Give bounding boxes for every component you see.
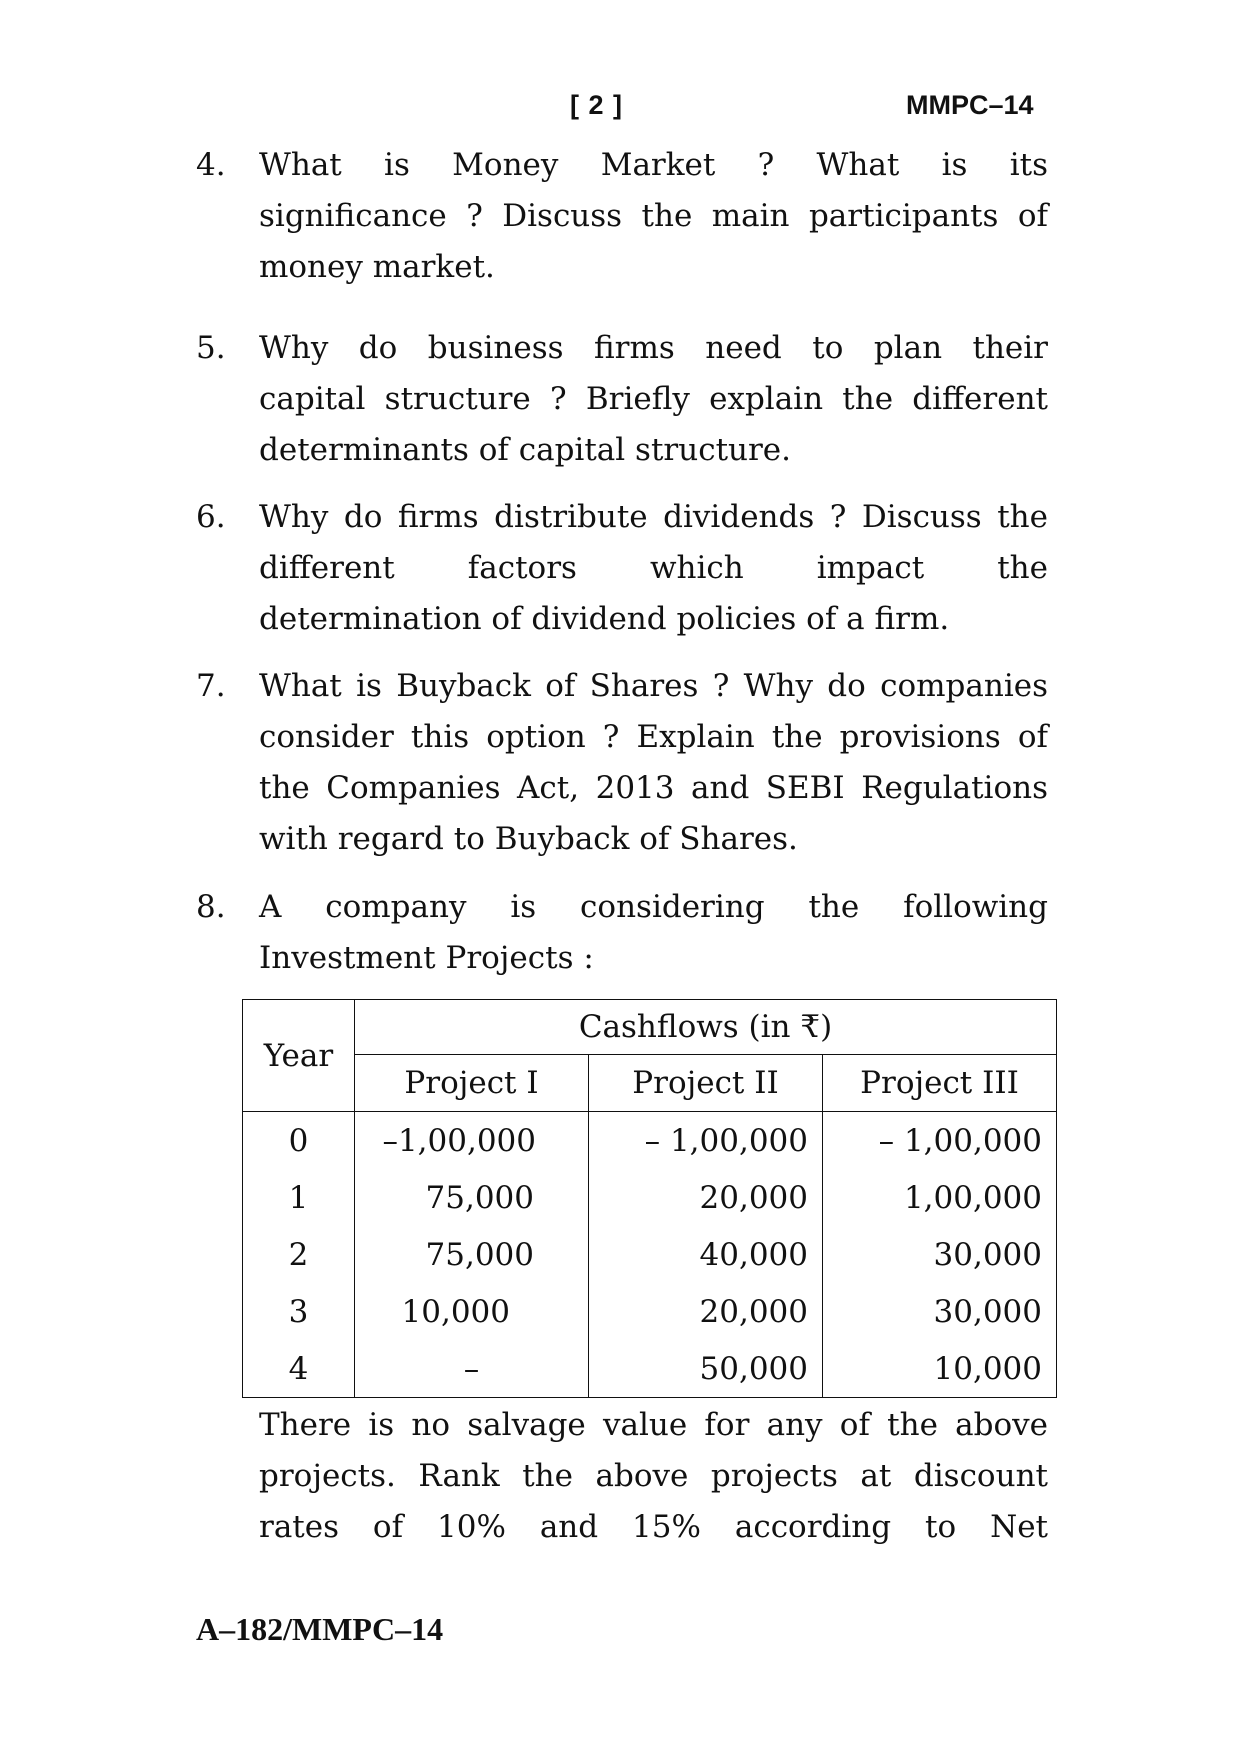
project-3-cell: 1,00,000	[823, 1169, 1057, 1226]
project-2-cell: 20,000	[589, 1169, 823, 1226]
table-row	[243, 1283, 1057, 1340]
project-2-cell: 40,000	[589, 1226, 823, 1283]
question-text	[259, 492, 1048, 645]
project-2-cell: 50,000	[589, 1340, 823, 1398]
question-text	[259, 1400, 1048, 1553]
table-row	[243, 1226, 1057, 1283]
question-line: capital structure ? Briefly explain the different	[259, 381, 1048, 417]
project-1-cell: –	[355, 1340, 589, 1398]
question-number: 6.	[196, 499, 226, 535]
year-cell: 2	[243, 1226, 355, 1283]
year-column-header: Year	[243, 1000, 355, 1112]
project-2-header: Project II	[589, 1055, 823, 1112]
year-cell: 0	[243, 1112, 355, 1170]
question-line: Why do business firms need to plan their	[259, 330, 1048, 366]
table-row	[243, 1112, 1057, 1170]
table-row	[243, 1340, 1057, 1398]
question-line: different factors which impact the	[259, 550, 1048, 586]
question-number: 7.	[196, 668, 226, 704]
project-3-cell: 10,000	[823, 1340, 1057, 1398]
project-1-cell: 10,000	[355, 1283, 589, 1340]
footer-code: A–182/MMPC–14	[196, 1611, 444, 1647]
question-line: There is no salvage value for any of the above	[259, 1407, 1048, 1443]
question-line: What is Money Market ? What is its	[259, 147, 1048, 183]
question-line: Why do firms distribute dividends ? Discuss the	[259, 499, 1048, 535]
question-number: 8.	[196, 889, 226, 925]
question-line: projects. Rank the above projects at discount	[259, 1458, 1048, 1494]
question-line: Investment Projects :	[259, 940, 594, 976]
question-line: the Companies Act, 2013 and SEBI Regulations	[259, 770, 1048, 806]
question-line: determination of dividend policies of a firm.	[259, 601, 950, 637]
page-number: [ 2 ]	[570, 90, 624, 120]
question-line: determinants of capital structure.	[259, 432, 792, 468]
question-number: 4.	[196, 147, 226, 183]
project-1-header: Project I	[355, 1055, 589, 1112]
question-line: What is Buyback of Shares ? Why do companies	[259, 668, 1048, 704]
project-1-cell: 75,000	[355, 1226, 589, 1283]
question-line: money market.	[259, 249, 495, 285]
question-line: rates of 10% and 15% according to Net	[259, 1509, 1048, 1545]
project-3-header: Project III	[823, 1055, 1057, 1112]
project-1-cell: –1,00,000	[355, 1112, 589, 1170]
question-line: consider this option ? Explain the provisions of	[259, 719, 1048, 755]
question-text	[259, 323, 1048, 476]
project-3-cell: – 1,00,000	[823, 1112, 1057, 1170]
course-code-header: MMPC–14	[906, 90, 1034, 120]
question-line: A company is considering the following	[259, 889, 1048, 925]
year-cell: 4	[243, 1340, 355, 1398]
question-number: 5.	[196, 330, 226, 366]
question-text	[259, 661, 1048, 865]
question-line: significance ? Discuss the main participants of	[259, 198, 1048, 234]
project-1-cell: 75,000	[355, 1169, 589, 1226]
project-3-cell: 30,000	[823, 1226, 1057, 1283]
project-3-cell: 30,000	[823, 1283, 1057, 1340]
cashflow-table	[242, 999, 1057, 1398]
project-2-cell: – 1,00,000	[589, 1112, 823, 1170]
question-line: with regard to Buyback of Shares.	[259, 821, 798, 857]
year-cell: 1	[243, 1169, 355, 1226]
cashflows-group-header: Cashflows (in ₹)	[355, 1000, 1057, 1055]
year-cell: 3	[243, 1283, 355, 1340]
table-row	[243, 1169, 1057, 1226]
question-text	[259, 882, 1048, 984]
project-2-cell: 20,000	[589, 1283, 823, 1340]
question-text	[259, 140, 1048, 293]
